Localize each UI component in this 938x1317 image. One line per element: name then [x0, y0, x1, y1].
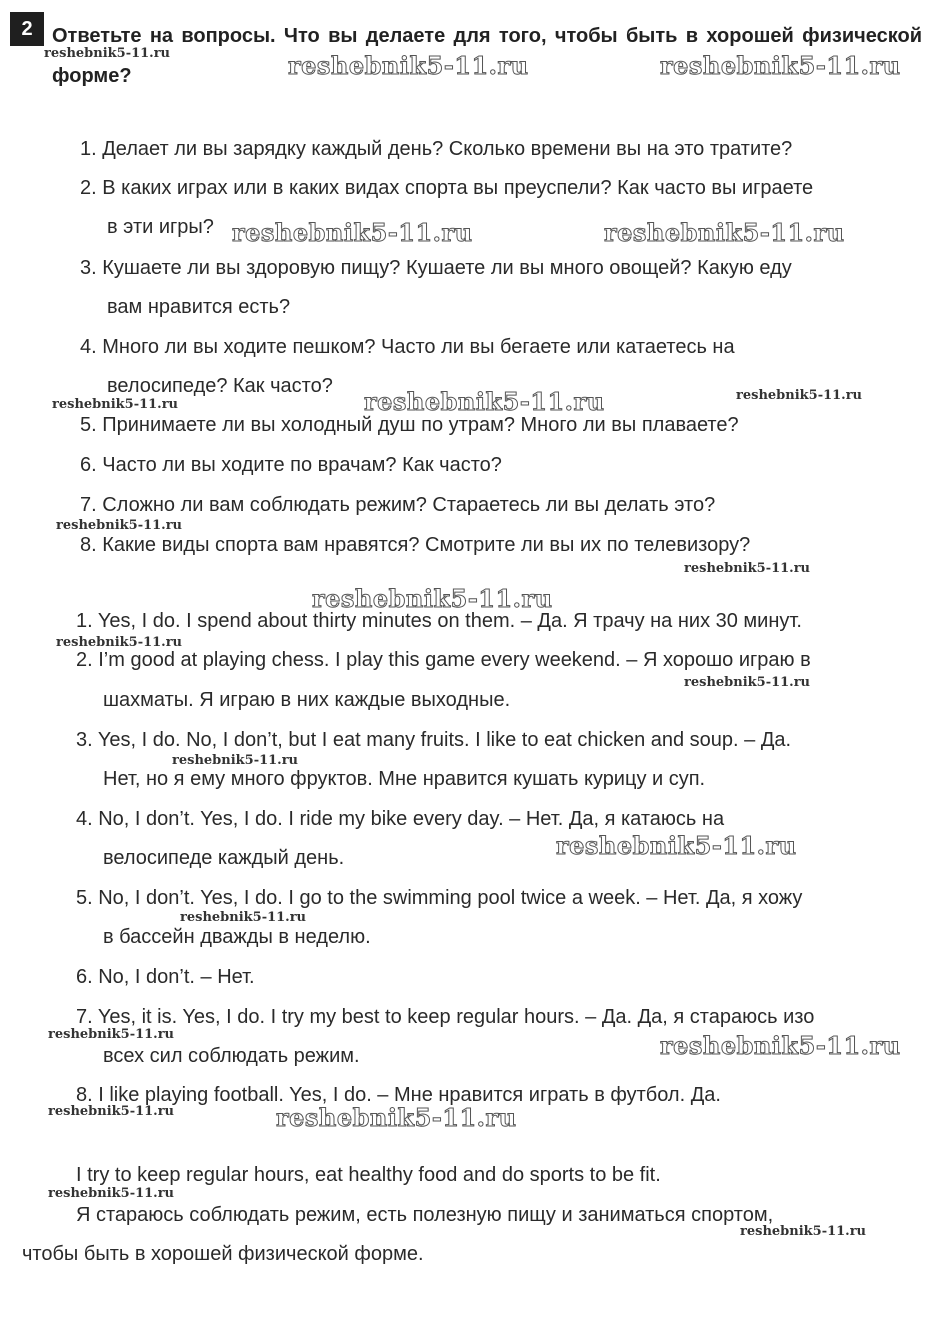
watermark: reshebnik5-11.ru	[48, 1104, 175, 1119]
answer-5: 5. No, I don’t. Yes, I do. I go to the swimming pool twice a week. – Нет. Да, я хожу	[76, 887, 803, 909]
question-7: 7. Сложно ли вам соблюдать режим? Стараетесь ли вы делать это?	[80, 494, 716, 516]
question-8: 8. Какие виды спорта вам нравятся? Смотрите ли вы их по телевизору?	[80, 534, 751, 556]
watermark: reshebnik5-11.ru	[364, 387, 605, 416]
question-4: 4. Много ли вы ходите пешком? Часто ли вы бегаете или катаетесь на	[80, 336, 735, 358]
answer-3: 3. Yes, I do. No, I don’t, but I eat many fruits. I like to eat chicken and soup. – Да.	[76, 729, 792, 751]
watermark: reshebnik5-11.ru	[56, 635, 183, 650]
answer-4: 4. No, I don’t. Yes, I do. I ride my bike every day. – Нет. Да, я катаюсь на	[76, 808, 725, 830]
answer-6: 6. No, I don’t. – Нет.	[76, 966, 255, 988]
watermark: reshebnik5-11.ru	[232, 218, 473, 247]
watermark: reshebnik5-11.ru	[48, 1027, 175, 1042]
watermark: reshebnik5-11.ru	[684, 675, 811, 690]
answer-2: 2. I’m good at playing chess. I play this game every weekend. – Я хорошо играю в	[76, 649, 811, 671]
watermark: reshebnik5-11.ru	[660, 1031, 901, 1060]
question-3-cont: вам нравится есть?	[107, 296, 291, 318]
answer-2-cont: шахматы. Я играю в них каждые выходные.	[103, 689, 511, 711]
watermark: reshebnik5-11.ru	[556, 831, 797, 860]
question-4-cont: велосипеде? Как часто?	[107, 375, 333, 397]
answer-7: 7. Yes, it is. Yes, I do. I try my best to keep regular hours. – Да. Да, я стараюсь изо	[76, 1006, 815, 1028]
watermark: reshebnik5-11.ru	[44, 46, 171, 61]
watermark: reshebnik5-11.ru	[684, 561, 811, 576]
question-2-cont: в эти игры?	[107, 216, 214, 238]
watermark: reshebnik5-11.ru	[312, 584, 553, 613]
watermark: reshebnik5-11.ru	[48, 1186, 175, 1201]
watermark: reshebnik5-11.ru	[604, 218, 845, 247]
answer-8: 8. I like playing football. Yes, I do. – Мне нравится играть в футбол. Да.	[76, 1084, 721, 1106]
answer-7-cont: всех сил соблюдать режим.	[103, 1045, 360, 1067]
answer-4-cont: велосипеде каждый день.	[103, 847, 345, 869]
watermark: reshebnik5-11.ru	[180, 910, 307, 925]
summary-english: I try to keep regular hours, eat healthy food and do sports to be fit.	[76, 1164, 661, 1186]
question-2: 2. В каких играх или в каких видах спорта вы преуспели? Как часто вы играете	[80, 177, 814, 199]
watermark: reshebnik5-11.ru	[740, 1224, 867, 1239]
watermark: reshebnik5-11.ru	[660, 51, 901, 80]
question-3: 3. Кушаете ли вы здоровую пищу? Кушаете ли вы много овощей? Какую еду	[80, 257, 792, 279]
answer-5-cont: в бассейн дважды в неделю.	[103, 926, 371, 948]
watermark: reshebnik5-11.ru	[276, 1103, 517, 1132]
summary-russian-cont: чтобы быть в хорошей физической форме.	[22, 1243, 424, 1265]
watermark: reshebnik5-11.ru	[288, 51, 529, 80]
question-6: 6. Часто ли вы ходите по врачам? Как часто?	[80, 454, 502, 476]
question-1: 1. Делает ли вы зарядку каждый день? Сколько времени вы на это тратите?	[80, 138, 793, 160]
watermark: reshebnik5-11.ru	[56, 518, 183, 533]
answer-3-cont: Нет, но я ему много фруктов. Мне нравится кушать курицу и суп.	[103, 768, 706, 790]
task-title: Ответьте на вопросы. Что вы делаете для того, чтобы быть в хорошей физической форме?	[52, 25, 922, 87]
task-number-badge: 2	[10, 12, 44, 46]
watermark: reshebnik5-11.ru	[172, 753, 299, 768]
watermark: reshebnik5-11.ru	[52, 397, 179, 412]
answer-1: 1. Yes, I do. I spend about thirty minutes on them. – Да. Я трачу на них 30 минут.	[76, 610, 802, 632]
summary-russian: Я стараюсь соблюдать режим, есть полезную пищу и заниматься спортом,	[76, 1204, 774, 1226]
question-5: 5. Принимаете ли вы холодный душ по утрам? Много ли вы плаваете?	[80, 414, 739, 436]
watermark: reshebnik5-11.ru	[736, 388, 863, 403]
